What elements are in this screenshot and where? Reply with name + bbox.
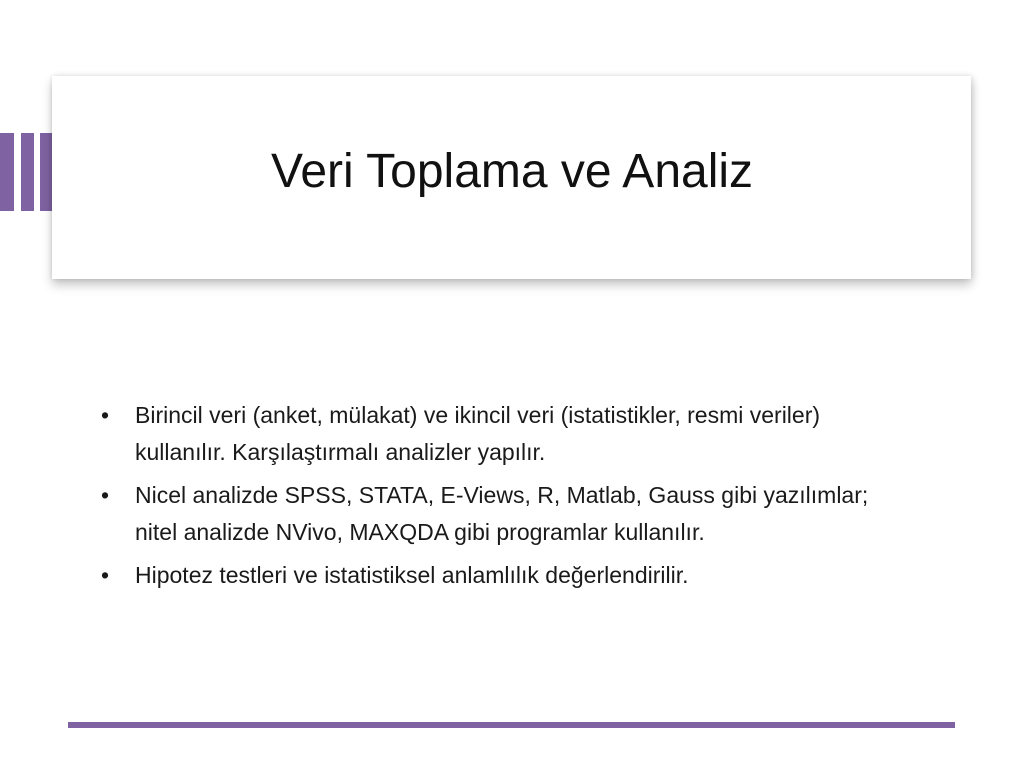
bullet-list — [98, 397, 898, 594]
slide-title: Veri Toplama ve Analiz — [270, 145, 754, 198]
bullet-icon: • — [100, 402, 110, 428]
bullet-text: Birincil veri (anket, mülakat) ve ikincil veri (istatistikler, resmi veriler) kullanılır. Karşılaştırmalı analizler yapılır. — [135, 402, 821, 465]
bullet-text: Nicel analizde SPSS, STATA, E-Views, R, Matlab, Gauss gibi yazılımlar; nitel analizde NVivo, MAXQDA gibi programlar kullanılır. — [135, 482, 869, 545]
footer-divider — [68, 722, 955, 728]
bullet-item — [98, 477, 898, 551]
bullet-icon: • — [100, 482, 110, 508]
bullet-item — [98, 557, 898, 594]
content-area — [98, 397, 898, 600]
bullet-item — [98, 397, 898, 471]
bullet-text: Hipotez testleri ve istatistiksel anlamlılık değerlendirilir. — [135, 562, 689, 588]
bullet-icon: • — [100, 562, 110, 588]
